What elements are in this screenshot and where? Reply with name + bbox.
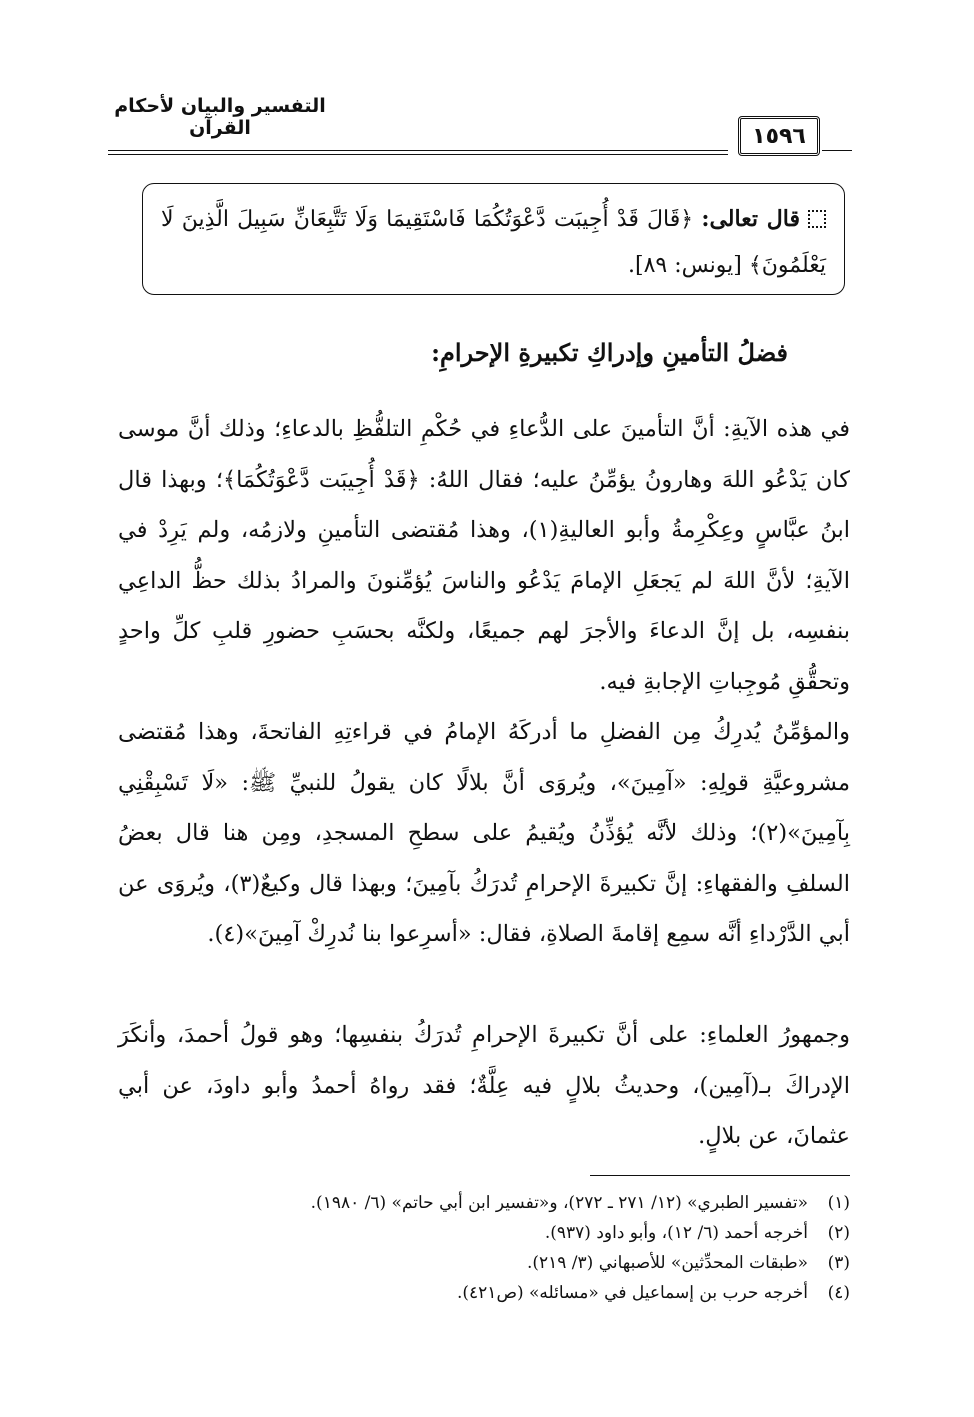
footnote-separator [590, 1175, 850, 1176]
footnote-text: «تفسير الطبري» (١٢/ ٢٧١ ـ ٢٧٢)، و«تفسير ابن أبي حاتم» (٦/ ١٩٨٠). [310, 1193, 808, 1213]
running-header-title: التفسير والبيان لأحكام القرآن [114, 95, 326, 139]
footnote-number: (٣) [827, 1253, 850, 1273]
footnote-number: (٤) [827, 1283, 850, 1303]
verse-box [142, 183, 845, 295]
header-rule-left-thin [108, 154, 728, 155]
header-rule-right [822, 150, 852, 151]
verse-lead: قال تعالى: [701, 206, 801, 232]
footnote-text: أخرجه أحمد (٦/ ١٢)، وأبو داود (٩٣٧). [544, 1223, 808, 1243]
page-number: ١٥٩٦ [738, 116, 820, 156]
paragraph-text: في هذه الآيةِ: أنَّ التأمينَ على الدُّعاءِ في حُكْمِ التلفُّظِ بالدعاءِ؛ وذلك أنَّ موسى كان يَدْعُو اللهَ وهارونُ يؤمِّنُ عليه؛ فقال اللهُ: ﴿قَدْ أُجِيبَت دَّعْوَتُكُمَا﴾؛ وبهذا قال ابنُ عبَّاسٍ وعِكْرِمةُ وأبو العاليةِ(١)، وهذا مُقتضى التأمينِ ولازمُه، ولم يَرِدْ في الآيةِ؛ لأنَّ اللهَ لم يَجعَلِ الإمامَ يَدْعُو والناسَ يُؤمِّنونَ والمرادُ بذلك حظُّ الداعِي بنفسِه، بل إنَّ الدعاءَ والأجرَ لهم جميعًا، ولكنَّه بحسَبِ حضورِ قلبِ كلِّ واحدٍ وتحقُّقِ مُوجِباتِ الإجابةِ فيه. [118, 416, 851, 695]
paragraph-text: وجمهورُ العلماءِ: على أنَّ تكبيرةَ الإحرامِ تُدرَكُ بنفسِها؛ وهو قولُ أحمدَ، وأنكَرَ الإدراكَ بـ(آمِين)، وحديثُ بلالٍ فيه عِلَّةٌ؛ فقد رواهُ أحمدُ وأبو داودَ، عن أبي عثمانَ، عن بلالٍ. [118, 1022, 850, 1150]
section-title: فضلُ التأمينِ وإدراكِ تكبيرةِ الإحرامِ: [431, 338, 788, 367]
paragraph-text: والمؤمِّنُ يُدرِكُ مِن الفضلِ ما أدركَهُ الإمامُ في قراءتِهِ الفاتحةَ، وهذا مُقتضى مشروعيَّةِ قولِهِ: «آمِينَ»، ويُروَى أنَّ بلالًا كان يقولُ للنبيِّ ﷺ: «لَا تَسْبِقْنِي بِآمِينَ»(٢)؛ وذلك لأنَّه يُؤذِّنُ ويُقيمُ على سطحِ المسجدِ، ومِن هنا قال بعضُ السلفِ والفقهاءِ: إنَّ تكبيرةَ الإحرامِ تُدرَكُ بآمِينَ؛ وبهذا قال وكيعٌ(٣)، ويُروَى عن أبي الدَّرْداءِ أنَّه سمِع إقامةَ الصلاةِ، فقال: «أسرِعوا بنا نُدرِكْ آمِينَ»(٤). [118, 719, 850, 948]
footnotes [90, 1188, 850, 1308]
footnote-text: أخرجه حرب بن إسماعيل في «مسائله» (ص٤٢١). [456, 1283, 808, 1303]
verse-text: ﴿قَالَ قَدْ أُجِيبَت دَّعْوَتُكُمَا فَاسْتَقِيمَا وَلَا تَتَّبِعَانِّ سَبِيلَ الَّذِينَ لَا يَعْلَمُونَ﴾ [يونس: ٨٩]. [161, 207, 826, 278]
footnote-item [90, 1218, 850, 1248]
footnote-item [90, 1278, 850, 1308]
footnote-number: (١) [827, 1193, 850, 1213]
paragraph-2 [118, 707, 850, 992]
footnote-text: «طبقات المحدِّثين» للأصبهاني (٣/ ٢١٩). [526, 1253, 808, 1273]
paragraph-1 [118, 404, 850, 694]
footnote-number: (٢) [827, 1223, 850, 1243]
footnote-item [90, 1248, 850, 1278]
header-rule-left [108, 150, 728, 151]
quran-ornament-icon [808, 210, 826, 228]
paragraph-3 [118, 1010, 850, 1160]
footnote-item [90, 1188, 850, 1218]
